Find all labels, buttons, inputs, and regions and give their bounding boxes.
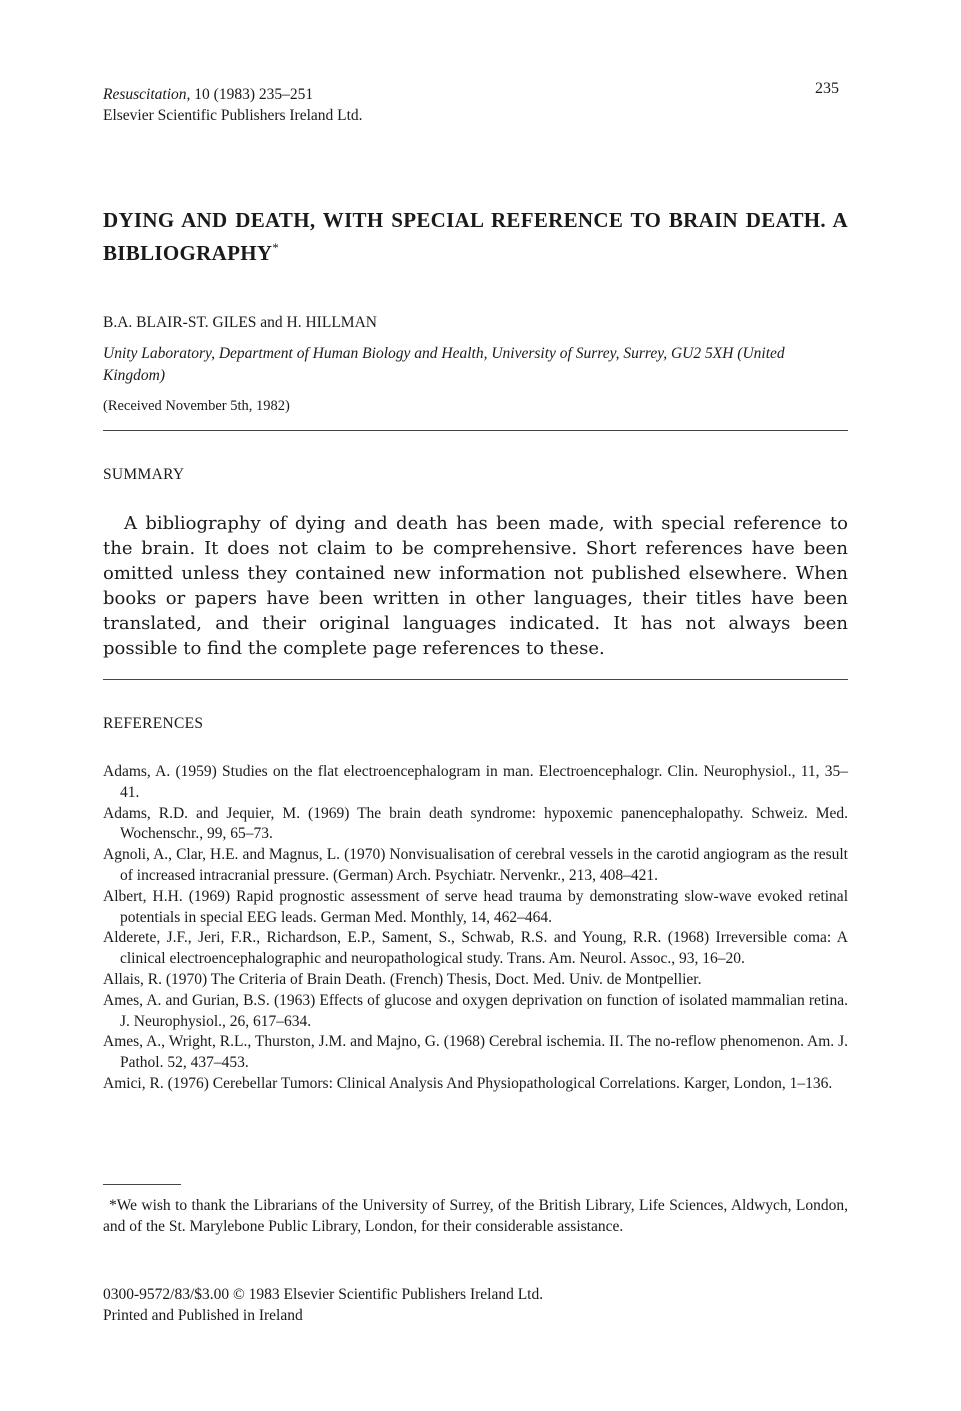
summary-body [103,511,848,661]
references-heading: REFERENCES [103,715,204,732]
journal-citation [103,84,363,105]
reference-entry: Adams, A. (1959) Studies on the flat electroencephalogram in man. Electroencephalogr. Clin. Neurophysiol., 11, 35–41. [103,763,848,801]
publisher-line: Elsevier Scientific Publishers Ireland Ltd. [103,107,363,124]
journal-name: Resuscitation, [103,86,191,103]
title-footnote-marker: * [272,240,280,255]
article-title-text: DYING AND DEATH, WITH SPECIAL REFERENCE TO BRAIN DEATH. A BIBLIOGRAPHY [103,208,848,265]
reference-entry: Adams, R.D. and Jequier, M. (1969) The brain death syndrome: hypoxemic panencephalopathy. Schweiz. Med. Wochenschr., 99, 65–73. [103,804,848,843]
reference-entry: Ames, A. and Gurian, B.S. (1963) Effects of glucose and oxygen deprivation on function of isolated mammalian retina. J. Neurophysiol., 26, 617–634. [103,991,848,1030]
acknowledgement-footnote [103,1196,848,1237]
reference-entry: Alderete, J.F., Jeri, F.R., Richardson, E.P., Sament, S., Schwab, R.S. and Young, R.R. (1968) Irreversible coma: A clinical electroencephalographic and neuropathological study. Trans. Am. Neurol. Assoc., 93, 16–20. [103,929,848,968]
issn-copyright-line: 0300-9572/83/$3.00 © 1983 Elsevier Scientific Publishers Ireland Ltd. [103,1286,544,1303]
journal-header [103,84,363,126]
author-list: B.A. BLAIR-ST. GILES and H. HILLMAN [103,314,377,331]
received-date: (Received November 5th, 1982) [103,398,290,414]
header-divider [103,430,848,431]
reference-entry: Ames, A., Wright, R.L., Thurston, J.M. and Majno, G. (1968) Cerebral ischemia. II. The no-reflow phenomenon. Am. J. Pathol. 52, 437–453. [103,1033,848,1072]
printed-in-line: Printed and Published in Ireland [103,1307,303,1324]
page-number: 235 [815,80,839,97]
author-affiliation: Unity Laboratory, Department of Human Biology and Health, University of Surrey, Surrey, GU2 5XH (United Kingdom) [103,345,785,384]
article-title [103,207,848,267]
summary-heading: SUMMARY [103,466,185,483]
reference-entry: Albert, H.H. (1969) Rapid prognostic assessment of serve head trauma by demonstrating slow-wave evoked retinal potentials in special EEG leads. German Med. Monthly, 14, 462–464. [103,887,848,926]
reference-list [103,762,848,1095]
reference-entry: Agnoli, A., Clar, H.E. and Magnus, L. (1970) Nonvisualisation of cerebral vessels in the carotid angiogram as the result of increased intracranial pressure. (German) Arch. Psychiatr. Nervenkr., 213, 408–421. [103,846,848,884]
summary-divider [103,679,848,680]
footnote-divider [103,1184,181,1185]
reference-entry: Amici, R. (1976) Cerebellar Tumors: Clinical Analysis And Physiopathological Correlations. Karger, London, 1–136. [103,1074,833,1092]
journal-volume-pages: 10 (1983) 235–251 [190,86,314,103]
copyright-imprint [103,1284,543,1326]
summary-paragraph: A bibliography of dying and death has been made, with special reference to the brain. It does not claim to be comprehensive. Short references have been omitted unless they contained new information not published elsewhere. When books or papers have been written in other languages, their titles have been translated, and their original languages indicated. It has not always been possible to find the complete page references to these. [103,513,848,659]
reference-entry: Allais, R. (1970) The Criteria of Brain Death. (French) Thesis, Doct. Med. Univ. de Montpellier. [103,970,702,988]
footnote-text: *We wish to thank the Librarians of the University of Surrey, of the British Library, Life Sciences, Aldwych, London, and of the St. Marylebone Public Library, London, for their considerable assistance. [103,1197,848,1235]
